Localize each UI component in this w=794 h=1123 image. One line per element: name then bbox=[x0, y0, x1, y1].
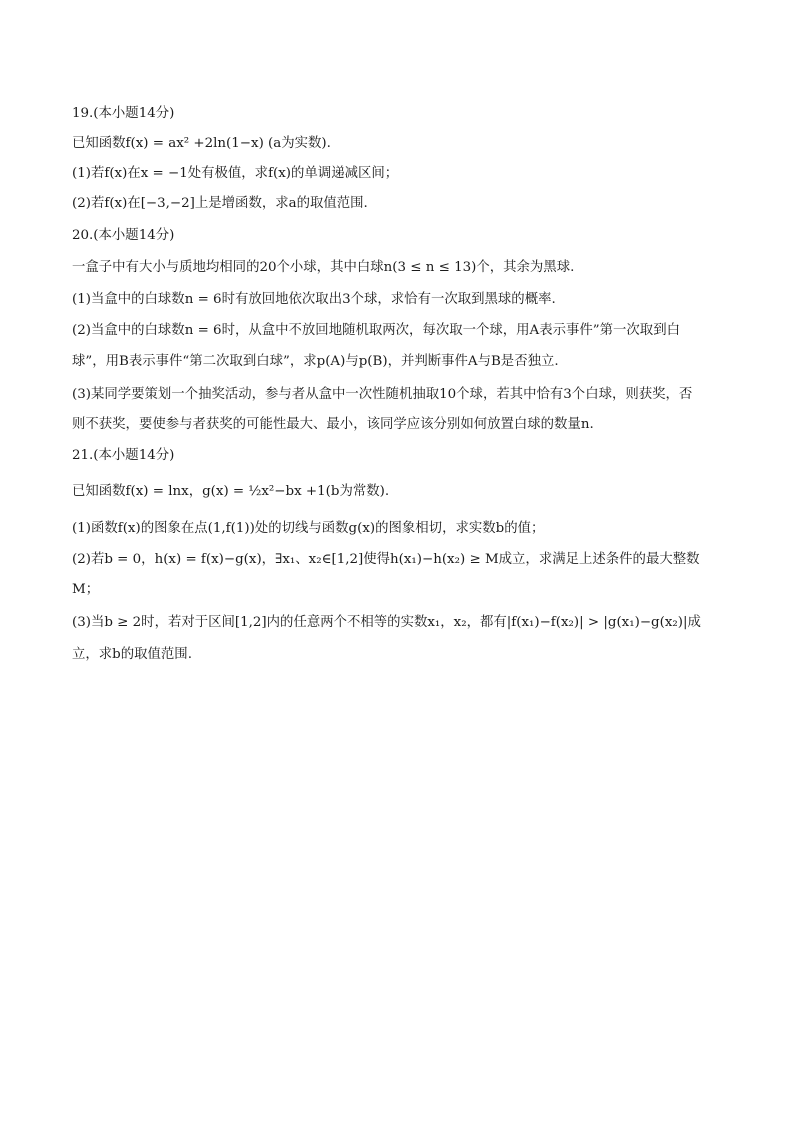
problem-19-part-2: (2)若f(x)在[−3,−2]上是增函数，求a的取值范围. bbox=[72, 196, 368, 211]
problem-21-part-3-line-1: (3)当b ≥ 2时，若对于区间[1,2]内的任意两个不相等的实数x₁，x₂，都有|f(x₁)−f(x₂)| > |g(x₁)−g(x₂)|成 bbox=[72, 615, 701, 630]
problem-20-part-1: (1)当盒中的白球数n = 6时有放回地依次取出3个球，求恰有一次取到黑球的概率. bbox=[72, 292, 556, 307]
problem-19-part-1: (1)若f(x)在x = −1处有极值，求f(x)的单调递减区间； bbox=[72, 166, 399, 181]
problem-21-statement: 已知函数f(x) = lnx，g(x) = ½x²−bx +1(b为常数). bbox=[72, 484, 390, 499]
problem-20-part-3-line-2: 则不获奖，要使参与者获奖的可能性最大、最小，该同学应该分别如何放置白球的数量n. bbox=[72, 417, 594, 432]
problem-21-part-2-line-1: (2)若b = 0，h(x) = f(x)−g(x)，∃x₁、x₂∈[1,2]使得h(x₁)−h(x₂) ≥ M成立，求满足上述条件的最大整数 bbox=[72, 552, 700, 567]
problem-20-part-3-line-1: (3)某同学要策划一个抽奖活动，参与者从盒中一次性随机抽取10个球，若其中恰有3个白球，则获奖，否 bbox=[72, 387, 693, 402]
problem-19-heading: 19.(本小题14分) bbox=[72, 106, 175, 121]
problem-20-part-2-line-2: 球”，用B表示事件“第二次取到白球”，求p(A)与p(B)，并判断事件A与B是否独立. bbox=[72, 354, 559, 369]
problem-20-statement: 一盒子中有大小与质地均相同的20个小球，其中白球n(3 ≤ n ≤ 13)个，其余为黑球. bbox=[72, 260, 575, 275]
problem-21-part-2-line-2: M； bbox=[72, 582, 100, 597]
problem-21-heading: 21.(本小题14分) bbox=[72, 448, 175, 463]
problem-20-part-2-line-1: (2)当盒中的白球数n = 6时，从盒中不放回地随机取两次，每次取一个球，用A表示事件”第一次取到白 bbox=[72, 323, 680, 338]
problem-21-part-1: (1)函数f(x)的图象在点(1,f(1))处的切线与函数g(x)的图象相切，求实数b的值； bbox=[72, 521, 545, 536]
problem-21-part-3-line-2: 立，求b的取值范围. bbox=[72, 647, 192, 662]
problem-19-statement: 已知函数f(x) = ax² +2ln(1−x) (a为实数). bbox=[72, 136, 331, 151]
problem-20-heading: 20.(本小题14分) bbox=[72, 228, 175, 243]
